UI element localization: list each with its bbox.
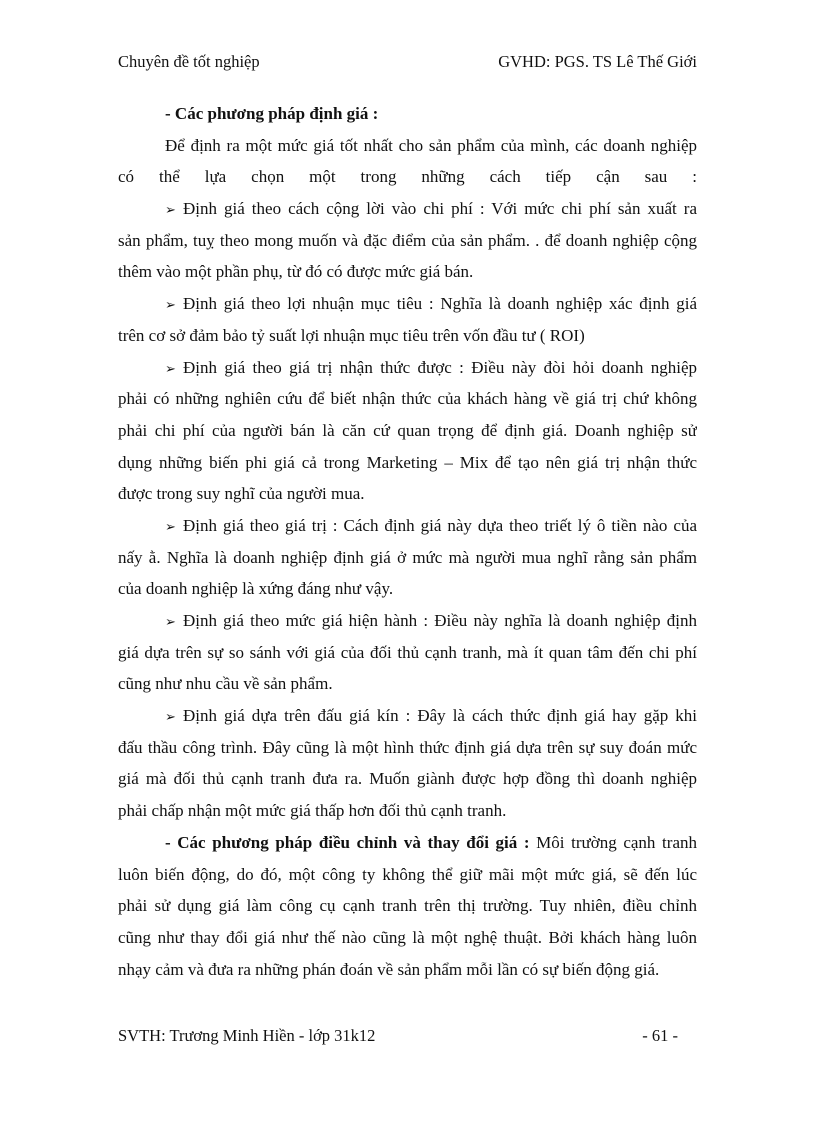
text-line bbox=[118, 954, 697, 986]
line-text: dụng những biến phi giá cả trong Marketing – Mix để tạo nên giá trị nhận thức bbox=[118, 452, 697, 472]
line-text: có thể lựa chọn một trong những cách tiếp cận sau : bbox=[118, 167, 697, 187]
text-line bbox=[118, 668, 697, 700]
page-header bbox=[118, 52, 697, 72]
line-text: được trong suy nghĩ của người mua. bbox=[118, 484, 365, 504]
line-text: đấu thầu công trình. Đây cũng là một hình thức định giá dựa trên sự suy đoán mức bbox=[118, 737, 697, 757]
bullet-arrow-icon: ➢ bbox=[165, 298, 176, 314]
line-text: Định giá dựa trên đấu giá kín : Đây là cách thức định giá hay gặp khi bbox=[183, 706, 697, 726]
text-line bbox=[118, 795, 697, 827]
page-number: - 61 - bbox=[642, 1026, 678, 1045]
text-line bbox=[118, 827, 697, 859]
bullet-paragraph bbox=[118, 510, 697, 605]
text-line bbox=[118, 383, 697, 415]
line-text: phải có những nghiên cứu để biết nhận thức của khách hàng về giá trị chứ không bbox=[118, 389, 697, 409]
line-text: thêm vào một phần phụ, từ đó có được mức giá bán. bbox=[118, 262, 474, 282]
line-text: trên cơ sở đảm bảo tỷ suất lợi nhuận mục tiêu trên vốn đầu tư ( ROI) bbox=[118, 325, 585, 345]
header-title: Chuyên đề tốt nghiệp bbox=[118, 52, 260, 71]
text-line bbox=[118, 542, 697, 574]
page-footer bbox=[118, 1026, 678, 1046]
line-text: Định giá theo mức giá hiện hành : Điều này nghĩa là doanh nghiệp định bbox=[183, 611, 697, 630]
text-line bbox=[118, 478, 697, 510]
line-text: Định giá theo cách cộng lời vào chi phí : Với mức chi phí sản xuất ra bbox=[183, 199, 697, 219]
bullet-arrow-icon: ➢ bbox=[165, 361, 176, 377]
bullet-arrow-icon: ➢ bbox=[165, 615, 176, 630]
text-line bbox=[118, 700, 697, 732]
bullet-arrow-icon: ➢ bbox=[165, 519, 176, 535]
line-text: nhạy cảm và đưa ra những phán đoán về sản phẩm mỗi lần có sự biến động giá. bbox=[118, 959, 660, 979]
bullet-paragraph bbox=[118, 700, 697, 827]
text-line bbox=[118, 130, 697, 162]
line-text: Định giá theo lợi nhuận mục tiêu : Nghĩa là doanh nghiệp xác định giá bbox=[183, 294, 697, 314]
header-advisor: GVHD: PGS. TS Lê Thế Giới bbox=[498, 52, 697, 71]
line-text: phải chi phí của người bán là căn cứ quan trọng để định giá. Doanh nghiệp sử bbox=[118, 420, 697, 440]
document-body bbox=[118, 98, 697, 985]
bullet-arrow-icon: ➢ bbox=[165, 710, 176, 726]
line-text: phải chấp nhận một mức giá thấp hơn đối thủ cạnh tranh. bbox=[118, 801, 507, 821]
text-line bbox=[118, 763, 697, 795]
text-line bbox=[118, 161, 697, 193]
line-text: luôn biến động, do đó, một công ty không thể giữ mãi một mức giá, sẽ đến lúc bbox=[118, 864, 697, 884]
text-line bbox=[118, 447, 697, 479]
line-text: Định giá theo giá trị : Cách định giá này dựa theo triết lý ô tiền nào của bbox=[183, 515, 697, 535]
text-line bbox=[118, 193, 697, 225]
text-line bbox=[118, 352, 697, 384]
bold-run: - Các phương pháp điều chỉnh và thay đổi giá : bbox=[165, 832, 530, 852]
bullet-paragraph bbox=[118, 352, 697, 510]
text-line bbox=[118, 605, 697, 637]
text-line bbox=[118, 922, 697, 954]
text-line bbox=[118, 256, 697, 288]
paragraph bbox=[118, 130, 697, 193]
text-line bbox=[118, 510, 697, 542]
line-text: nấy ằ. Nghĩa là doanh nghiệp định giá ở mức mà người mua nghĩ rằng sản phẩm bbox=[118, 547, 697, 567]
text-line bbox=[118, 320, 697, 352]
line-text: của doanh nghiệp là xứng đáng như vậy. bbox=[118, 579, 394, 599]
line-text: Để định ra một mức giá tốt nhất cho sản phẩm của mình, các doanh nghiệp bbox=[165, 135, 697, 155]
bullet-paragraph bbox=[118, 288, 697, 351]
bullet-paragraph bbox=[118, 193, 697, 288]
text-line bbox=[118, 573, 697, 605]
line-text: Định giá theo giá trị nhận thức được : Điều này đòi hỏi doanh nghiệp bbox=[183, 357, 697, 377]
line-text: giá mà đối thủ cạnh tranh đưa ra. Muốn giành được hợp đồng thì doanh nghiệp bbox=[118, 769, 697, 789]
line-text: sản phẩm, tuỵ theo mong muốn và đặc điểm của sản phẩm. . để doanh nghiệp cộng bbox=[118, 230, 697, 250]
bold-run: - Các phương pháp định giá : bbox=[165, 104, 379, 123]
section-heading bbox=[118, 98, 697, 130]
bullet-paragraph bbox=[118, 605, 697, 700]
line-text: phải sử dụng giá làm công cụ cạnh tranh trên thị trường. Tuy nhiên, điều chỉnh bbox=[118, 896, 697, 916]
text-line bbox=[118, 859, 697, 891]
line-text: cũng như nhu cầu về sản phẩm. bbox=[118, 674, 333, 694]
text-line bbox=[118, 288, 697, 320]
line-text: giá dựa trên sự so sánh với giá của đối thủ cạnh tranh, mà ít quan tâm đến chi phí bbox=[118, 642, 697, 662]
text-line bbox=[118, 98, 697, 130]
text-line bbox=[118, 415, 697, 447]
line-text: cũng như thay đổi giá như thế nào cũng là một nghệ thuật. Bởi khách hàng luôn bbox=[118, 927, 697, 947]
text-line bbox=[118, 637, 697, 669]
paragraph bbox=[118, 827, 697, 985]
footer-author: SVTH: Trương Minh Hiền - lớp 31k12 bbox=[118, 1026, 376, 1045]
text-line bbox=[118, 225, 697, 257]
line-text: Môi trường cạnh tranh bbox=[536, 832, 697, 852]
text-line bbox=[118, 732, 697, 764]
text-line bbox=[118, 890, 697, 922]
bullet-arrow-icon: ➢ bbox=[165, 203, 176, 219]
